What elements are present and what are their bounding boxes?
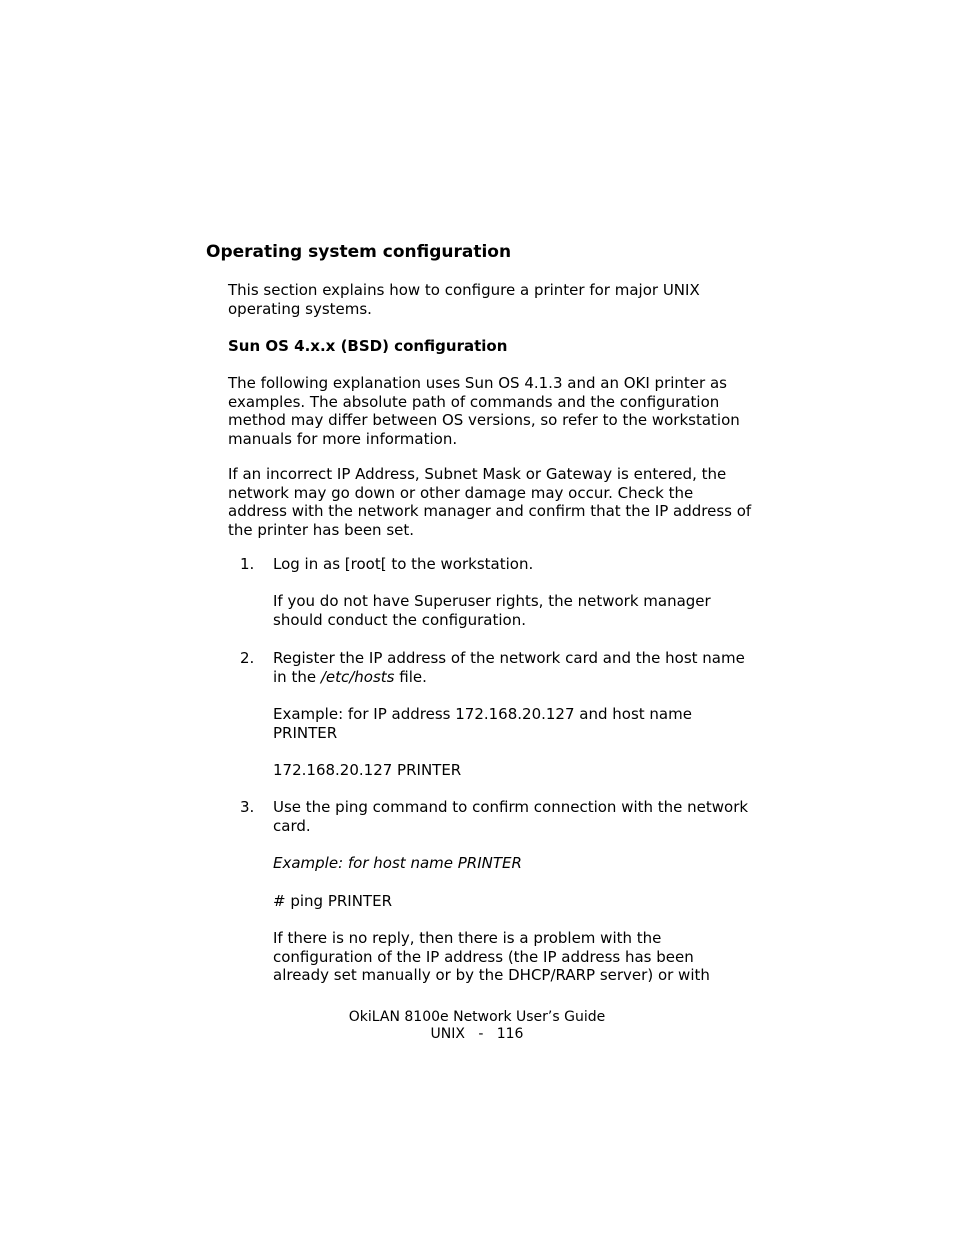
step-3-note: If there is no reply, then there is a problem with the configuration of the IP address (the IP address has been already set manually or by the DHCP/RARP server) or with xyxy=(273,929,710,985)
step-2-text-after: file. xyxy=(394,667,427,686)
step-2-code: 172.168.20.127 PRINTER xyxy=(273,761,462,779)
step-2-number: 2. xyxy=(240,649,255,667)
hosts-file-path: /etc/hosts xyxy=(320,667,395,686)
intro-paragraph: This section explains how to configure a printer for major UNIX operating systems. xyxy=(228,281,700,318)
step-3-text: Use the ping command to confirm connection with the network card. xyxy=(273,798,749,835)
step-1-number: 1. xyxy=(240,555,255,573)
subsection-heading: Sun OS 4.x.x (BSD) configuration xyxy=(228,337,508,355)
warning-paragraph: If an incorrect IP Address, Subnet Mask or Gateway is entered, the network may go down or other damage may occur. Check the address with the network manager and confirm that the IP address of the printer has been set. xyxy=(228,465,752,539)
step-1-text: Log in as [root[ to the workstation. xyxy=(273,555,534,573)
step-2-example: Example: for IP address 172.168.20.127 and host name PRINTER xyxy=(273,705,692,742)
step-2-text xyxy=(273,649,753,686)
explanation-paragraph: The following explanation uses Sun OS 4.1.3 and an OKI printer as examples. The absolute path of commands and the configuration method may differ between OS versions, so refer to the workstation manuals for more information. xyxy=(228,374,740,448)
step-1-note: If you do not have Superuser rights, the network manager should conduct the configuration. xyxy=(273,592,711,629)
footer-guide-title: OkiLAN 8100e Network User’s Guide xyxy=(348,1009,606,1025)
section-heading: Operating system configuration xyxy=(206,242,512,262)
step-3-number: 3. xyxy=(240,798,255,816)
step-3-code: # ping PRINTER xyxy=(273,892,392,910)
step-2-text-before: Register the IP address of the network card and the host name in the xyxy=(273,649,745,686)
footer-page-number: UNIX - 116 xyxy=(430,1026,524,1042)
step-3-example: Example: for host name PRINTER xyxy=(273,854,522,872)
